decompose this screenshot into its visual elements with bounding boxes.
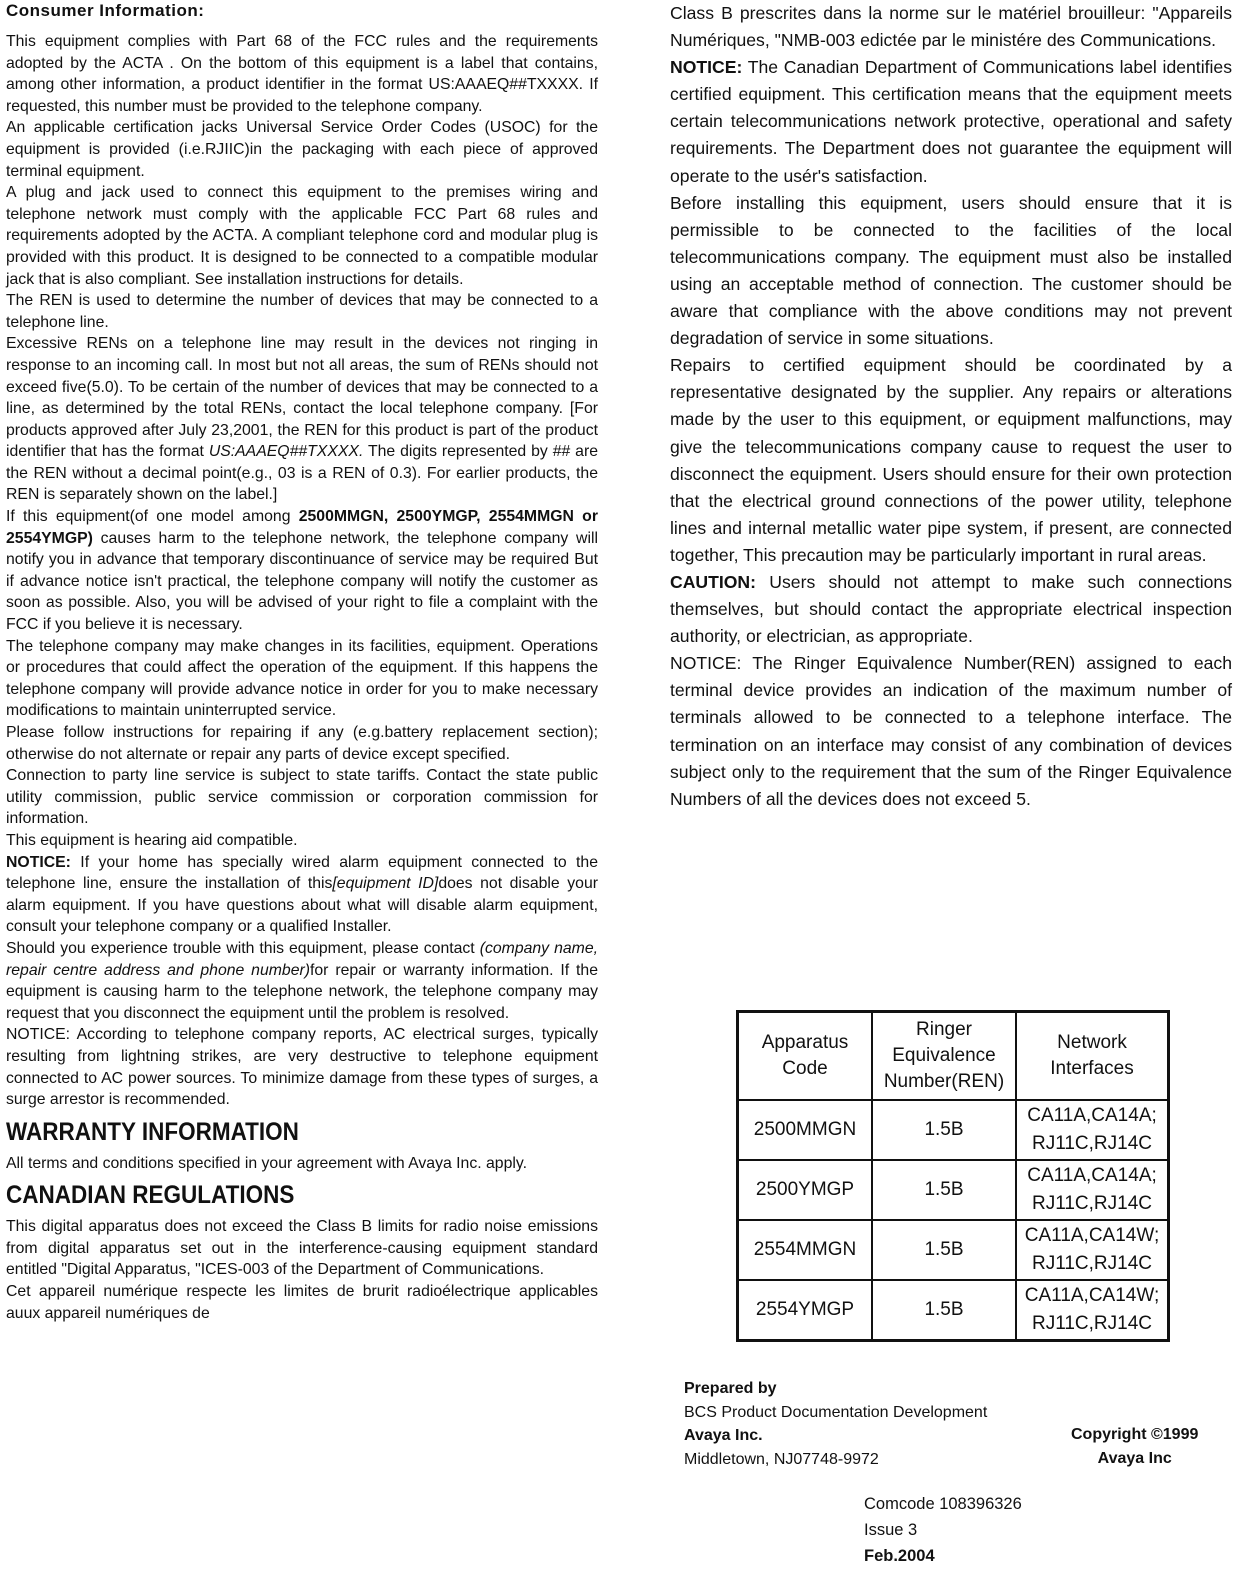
apparatus-code-cell: 2554YMGP <box>738 1280 873 1341</box>
comcode: Comcode 108396326 <box>864 1495 1022 1513</box>
table-row <box>738 1220 1169 1280</box>
caution-paragraph: CAUTION: Users should not attempt to make such connections themselves, but should contact the appropriate electrical inspection authority, or electrician, as appropriate. <box>670 571 1232 647</box>
network-interfaces-cell: CA11A,CA14A; RJ11C,RJ14C <box>1016 1100 1169 1160</box>
ren-paragraph: The REN is used to determine the number of devices that may be connected to a telephone line. <box>6 292 598 331</box>
fcc-part68-paragraph: This equipment complies with Part 68 of the FCC rules and the requirements adopted by the ACTA . On the bottom of this equipment is a label that contains, among other information, a product identifier in the format US:AAAEQ##TXXXX. If requested, this number must be provided to the telephone company. <box>6 33 598 115</box>
network-interfaces-cell: CA11A,CA14W; RJ11C,RJ14C <box>1016 1220 1169 1280</box>
table-header-row <box>738 1012 1169 1101</box>
ren-cell: 1.5B <box>872 1100 1016 1160</box>
apparatus-code-cell: 2500YMGP <box>738 1160 873 1220</box>
prepared-by-block <box>684 1377 987 1471</box>
issue-date: Feb.2004 <box>864 1547 935 1565</box>
warranty-heading: WARRANTY INFORMATION <box>6 1117 299 1146</box>
ren-cell: 1.5B <box>872 1160 1016 1220</box>
network-interfaces-cell: CA11A,CA14A; RJ11C,RJ14C <box>1016 1160 1169 1220</box>
hearing-aid-paragraph: This equipment is hearing aid compatible. <box>6 831 298 849</box>
prepared-by-label: Prepared by <box>684 1380 777 1397</box>
ren-cell: 1.5B <box>872 1220 1016 1280</box>
warranty-text: All terms and conditions specified in your agreement with Avaya Inc. apply. <box>6 1154 527 1172</box>
header-apparatus-code: Apparatus Code <box>738 1012 873 1101</box>
excessive-ren-paragraph: Excessive RENs on a telephone line may result in the devices not ringing in response to an incoming call. In most but not all areas, the sum of RENs should not exceed five(5.0). To be certain of the number of devices that may be connected to a line, as determined by the total RENs, contact the local telephone company. [For products approved after July 23,2001, the REN for this product is part of the product identifier that has the format US:AAAEQ##TXXXX. The digits represented by ## are the REN without a decimal point(e.g., 03 is a REN of 0.3). For earlier products, the REN is separately shown on the label.] <box>6 335 599 504</box>
table-row <box>738 1280 1169 1341</box>
table-row <box>738 1160 1169 1220</box>
canadian-french-paragraph: Cet appareil numérique respecte les limites de brurit radioélectrique applicables auux appareil numériques de <box>6 1283 598 1322</box>
left-column <box>6 0 598 1324</box>
network-interfaces-cell: CA11A,CA14W; RJ11C,RJ14C <box>1016 1280 1169 1341</box>
french-class-b-paragraph: Class B prescrites dans la norme sur le matériel brouilleur: "Appareils Numériques, "NMB-003 edictée par le ministére des Communications. <box>670 3 1232 51</box>
ren-cell: 1.5B <box>872 1280 1016 1341</box>
canadian-class-b-paragraph: This digital apparatus does not exceed the Class B limits for radio noise emissions from digital apparatus set out in the interference-causing equipment standard entitled "Digital Apparatus, "ICES-003 of the Department of Communications. <box>6 1218 598 1279</box>
apparatus-code-cell: 2554MMGN <box>738 1220 873 1280</box>
alarm-notice-paragraph: NOTICE: If your home has specially wired alarm equipment connected to the telephone line, ensure the installation of this[equipment ID]does not disable your alarm equipment. If you have questions about what will disable alarm equipment, consult your telephone company or a qualified Installer. <box>6 853 598 936</box>
header-network-interfaces: Network Interfaces <box>1016 1012 1169 1101</box>
facilities-change-paragraph: The telephone company may make changes in its facilities, equipment. Operations or procedures that could affect the operation of the equipment. If this happens the telephone company will provide advance notice in order for you to make necessary modifications to maintain uninterrupted service. <box>6 637 598 720</box>
certified-repairs-paragraph: Repairs to certified equipment should be coordinated by a representative designated by the supplier. Any repairs or alterations made by the user to this equipment, or equipment malfunctions, may give the telecommunications company cause to request the user to disconnect the equipment. Users should ensure for their own protection that the electrical ground connections of the power utility, telephone lines and internal metallic water pipe system, if present, are connected together, This precaution may be particularly important in rural areas. <box>670 355 1232 565</box>
copyright-owner: Avaya Inc <box>1097 1450 1172 1467</box>
prepared-dept: BCS Product Documentation Development <box>684 1403 988 1421</box>
right-column <box>670 0 1232 813</box>
party-line-paragraph: Connection to party line service is subject to state tariffs. Contact the state public utility commission, public service commission or corporation commission for information. <box>6 767 598 828</box>
ren-table <box>736 1010 1170 1342</box>
document-id-block <box>864 1491 1022 1569</box>
apparatus-code-cell: 2500MMGN <box>738 1100 873 1160</box>
canadian-heading: CANADIAN REGULATIONS <box>6 1181 295 1210</box>
usoc-paragraph: An applicable certification jacks Universal Service Order Codes (USOC) for the equipment is provided (i.e.RJIIC)in the packaging with each piece of approved terminal equipment. <box>6 119 598 180</box>
table-row <box>738 1100 1169 1160</box>
consumer-info-heading: Consumer Information: <box>6 1 205 20</box>
header-ren: Ringer Equivalence Number(REN) <box>872 1012 1016 1101</box>
harm-paragraph: If this equipment(of one model among 2500MMGN, 2500YMGP, 2554MMGN or 2554YMGP) causes harm to the telephone network, the telephone company will notify you in advance that temporary discontinuance of service may be required But if advance notice isn't practical, the telephone company will notify the customer as soon as possible. Also, you will be advised of your right to file a complaint with the FCC if you believe it is necessary. <box>6 508 598 634</box>
canadian-notice-paragraph: NOTICE: The Canadian Department of Communications label identifies certified equipment. This certification means that the equipment meets certain telecommunications network protective, operational and safety requirements. The Department does not guarantee the equipment will operate to the usér's satisfaction. <box>670 57 1232 186</box>
repair-instructions-paragraph: Please follow instructions for repairing if any (e.g.battery replacement section); otherwise do not alternate or repair any parts of device except specified. <box>6 724 598 763</box>
prepared-company: Avaya Inc. <box>684 1427 763 1444</box>
issue: Issue 3 <box>864 1521 918 1539</box>
plug-jack-paragraph: A plug and jack used to connect this equipment to the premises wiring and telephone network must comply with the applicable FCC Part 68 rules and requirements adopted by the ACTA. A compliant telephone cord and modular plug is provided with this product. It is designed to be connected to a compatible modular jack that is also compliant. See installation instructions for details. <box>6 184 598 288</box>
prepared-address: Middletown, NJ07748-9972 <box>684 1450 879 1468</box>
copyright-block <box>1071 1423 1198 1471</box>
before-installing-paragraph: Before installing this equipment, users should ensure that it is permissible to be connected to the facilities of the local telecommunications company. The equipment must also be installed using an acceptable method of connection. The customer should be aware that compliance with the above conditions may not prevent degradation of service in some situations. <box>670 192 1232 349</box>
surge-notice-paragraph: NOTICE: According to telephone company reports, AC electrical surges, typically resulting from lightning strikes, are very destructive to telephone equipment connected to AC power sources. To minimize damage from these types of surges, a surge arrestor is recommended. <box>6 1026 598 1109</box>
trouble-contact-paragraph: Should you experience trouble with this equipment, please contact (company name, repair centre address and phone number)for repair or warranty information. If the equipment is causing harm to the telephone network, the telephone company may request that you disconnect the equipment until the problem is resolved. <box>6 939 598 1022</box>
copyright-year: Copyright ©1999 <box>1071 1426 1199 1443</box>
ren-notice-paragraph: NOTICE: The Ringer Equivalence Number(REN) assigned to each terminal device provides an indication of the maximum number of terminals allowed to be connected to a telephone interface. The termination on an interface may consist of any combination of devices subject only to the requirement that the sum of the Ringer Equivalence Numbers of all the devices does not exceed 5. <box>670 653 1232 809</box>
